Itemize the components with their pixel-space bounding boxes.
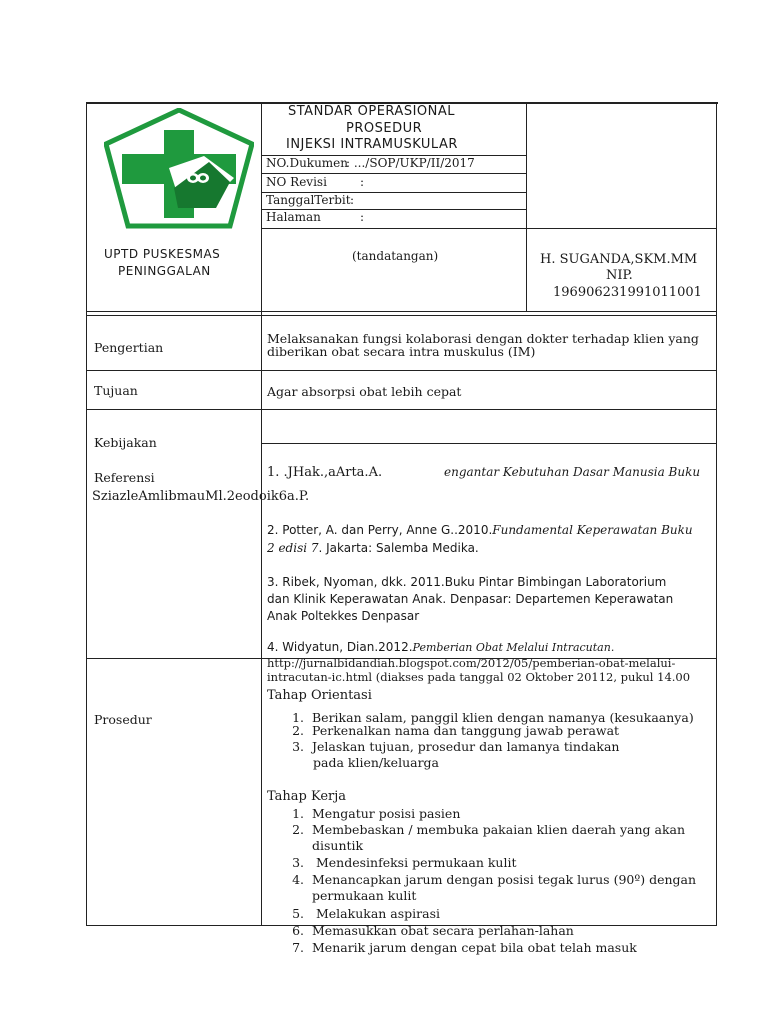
ref-2-cont: 2 edisi 7. Jakarta: Salemba Medika. [267,541,479,555]
row-line [86,409,717,410]
org-name-line-1: UPTD PUSKESMAS [104,247,221,261]
label-pengertian: Pengertian [94,340,164,355]
orientasi-item: 1. Berikan salam, panggil klien dengan namanya (kesukaanya) [292,710,694,725]
meta-label-dokumen: NO.Dukumen [266,156,349,170]
puskesmas-logo [104,108,254,234]
signer-name: H. SUGANDA,SKM.MM [540,252,698,267]
orientasi-item-cont: pada klien/keluarga [313,755,440,770]
meta-value-dokumen: : .../SOP/UKP/II/2017 [346,156,475,170]
ref-3-line-2: dan Klinik Keperawatan Anak. Denpasar: Departemen Keperawatan [267,592,674,606]
column-divider [261,102,262,926]
ref-4-url: http://jurnalbidandiah.blogspot.com/2012/05/pemberian-obat-melalui- [267,656,676,670]
label-tujuan: Tujuan [94,383,138,398]
row-line [86,370,717,371]
label-prosedur: Prosedur [94,712,152,727]
table-left-border [86,102,87,926]
kerja-item: 7. Menarik jarum dengan cepat bila obat telah masuk [292,940,637,955]
ref-1-title: engantar Kebutuhan Dasar Manusia Buku [444,465,701,479]
ref-4-author: 4. Widyatun, Dian.2012.Pemberian Obat Melalui Intracutan. [267,640,615,654]
signature-placeholder: (tandatangan) [352,249,439,263]
kerja-item: 1. Mengatur posisi pasien [292,806,461,821]
ref-3-line-3: Anak Poltekkes Denpasar [267,609,420,623]
label-kebijakan: Kebijakan [94,435,157,450]
meta-label-halaman: Halaman [266,210,321,224]
row-line [86,315,717,316]
pengertian-text-line-1: Melaksanakan fungsi kolaborasi dengan dokter terhadap klien yang [267,331,699,346]
pengertian-text-line-2: diberikan obat secara intra muskulus (IM) [267,344,536,359]
meta-value-tanggal: : [350,193,355,207]
kerja-item-cont: permukaan kulit [312,888,417,903]
ref-1-author: 1. .JHak.,aArta.A. [267,465,383,480]
sop-title-line-3: INJEKSI INTRAMUSKULAR [286,137,458,152]
table-right-border [716,102,717,926]
sop-title-line-1: STANDAR OPERASIONAL [288,104,456,119]
org-name-line-2: PENINGGALAN [118,264,211,278]
sop-title-line-2: PROSEDUR [346,121,423,136]
row-line [86,311,717,312]
ref-3-line-1: 3. Ribek, Nyoman, dkk. 2011.Buku Pintar Bimbingan Laboratorium [267,575,667,589]
orientasi-item: 3. Jelaskan tujuan, prosedur dan lamanya tindakan [292,739,620,754]
ref-4-access: intracutan-ic.html (diakses pada tanggal 02 Oktober 20112, pukul 14.00 [267,670,691,684]
meta-label-revisi: NO Revisi [266,175,327,189]
signer-nip: 196906231991011001 [553,285,702,300]
kerja-item: 2. Membebaskan / membuka pakaian klien daerah yang akan [292,822,686,837]
ref-1-garbled-line: SziazleAmlibmauMl.2eodoik6a.P. [92,489,310,504]
row-line [261,443,717,444]
meta-value-revisi: : [360,175,365,189]
meta-row-line [261,173,526,174]
header-bottom-line [261,228,716,229]
kerja-item: 3. Mendesinfeksi permukaan kulit [292,855,517,870]
tujuan-text: Agar absorpsi obat lebih cepat [267,384,462,399]
meta-value-halaman: : [360,210,365,224]
signer-nip-label: NIP. [606,268,633,283]
kerja-item-cont: disuntik [312,838,364,853]
ref-2-author: 2. Potter, A. dan Perry, Anne G..2010.Fundamental Keperawatan Buku [267,523,693,537]
kerja-item: 6. Memasukkan obat secara perlahan-lahan [292,923,574,938]
kerja-item: 4. Menancapkan jarum dengan posisi tegak lurus (90º) dengan [292,872,697,887]
label-referensi: Referensi [94,470,155,485]
orientasi-item: 2. Perkenalkan nama dan tanggung jawab perawat [292,723,620,738]
tahap-kerja-title: Tahap Kerja [267,789,347,804]
kerja-item: 5. Melakukan aspirasi [292,906,441,921]
tahap-orientasi-title: Tahap Orientasi [267,688,372,703]
meta-label-tanggal: TanggalTerbit [266,193,351,207]
header-divider-right [526,102,527,311]
